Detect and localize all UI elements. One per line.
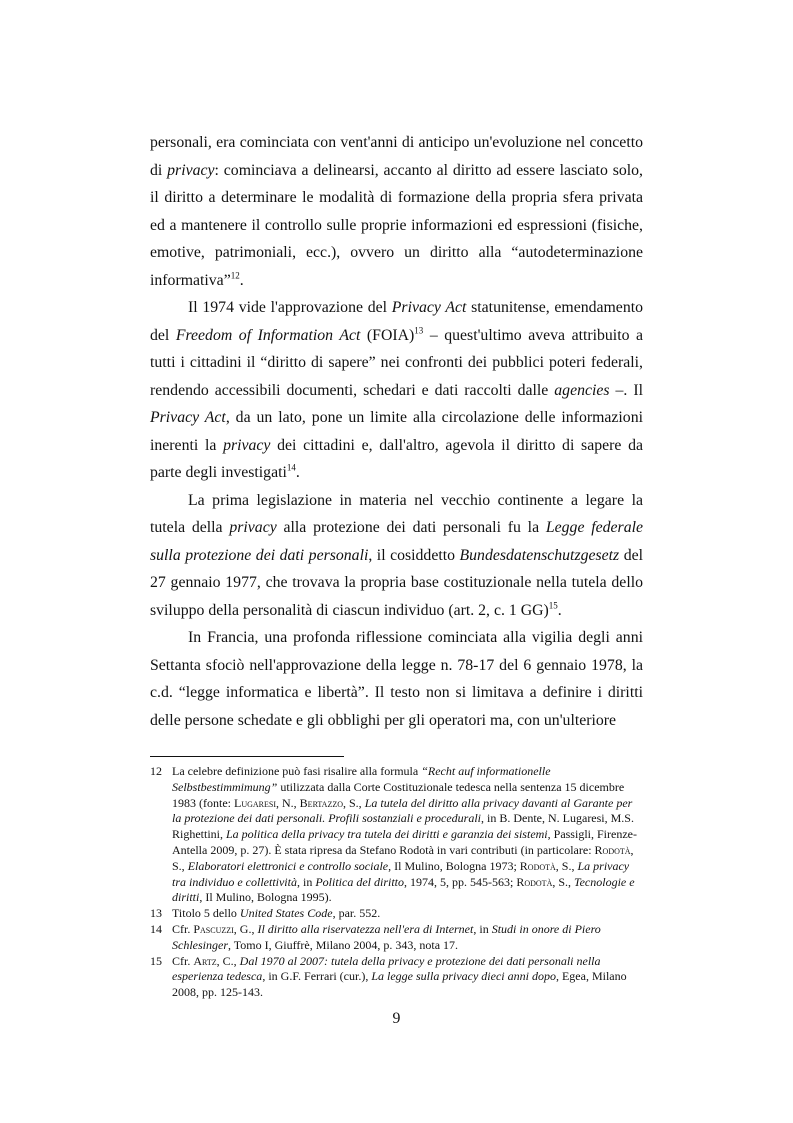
text-run-italic: Dal 1970 al 2007: tutela della privacy e protezione dei dati personali nella esperienza tedesca bbox=[172, 953, 601, 984]
text-run: , S., bbox=[555, 858, 578, 873]
paragraph-3 bbox=[150, 487, 643, 625]
text-run: Il 1974 vide l'approvazione del bbox=[188, 299, 392, 316]
text-run: , in bbox=[473, 921, 492, 936]
text-run: In Francia, una profonda riflessione cominciata alla vigilia degli anni Settanta sfociò nell'approvazione della legge n. 78-17 del 6 gennaio 1978, la c.d. “legge informatica e libertà”. Il testo non si limitava a definire i diritti delle persone schedate e gli obblighi per gli operatori ma, con un'ulteriore bbox=[150, 629, 643, 729]
footnote-number: 12 bbox=[150, 764, 162, 778]
text-run: , in G.F. Ferrari (cur.), bbox=[262, 969, 372, 984]
text-run: , S., bbox=[343, 795, 365, 810]
text-run: . bbox=[557, 601, 562, 619]
footnote-13 bbox=[150, 906, 643, 922]
text-run-italic: agencies bbox=[554, 381, 610, 399]
text-run: , Il Mulino, Bologna 1973; bbox=[388, 858, 520, 873]
text-run: , da un lato, pone un limite alla circolazione delle informazioni inerenti la bbox=[150, 409, 643, 454]
author-name: Lugaresi bbox=[234, 795, 276, 810]
text-run: utilizzata dalla Corte Costituzionale tedesca nella sentenza 15 dicembre 1983 (fonte: bbox=[172, 779, 625, 810]
text-run-italic: Politica del diritto bbox=[315, 874, 404, 889]
text-run: . bbox=[239, 271, 244, 289]
text-run: , in bbox=[296, 874, 316, 889]
text-run-italic: United States Code bbox=[239, 906, 333, 921]
footnote-14 bbox=[150, 922, 643, 954]
text-run-italic: privacy bbox=[167, 161, 215, 179]
text-run: , S., bbox=[172, 842, 634, 873]
page-number: 9 bbox=[392, 1010, 401, 1027]
footnote-number: 14 bbox=[150, 921, 162, 936]
text-run-italic: Elaboratori elettronici e controllo sociale bbox=[187, 858, 389, 873]
text-run: – quest'ultimo aveva attribuito a tutti i cittadini il “diritto di sapere” nei confronti dei pubblici poteri federali, rendendo accessibili documenti, schedari e dati raccolti dalle bbox=[150, 326, 644, 399]
text-run: Cfr. bbox=[172, 921, 194, 936]
footnote-separator bbox=[150, 756, 344, 757]
main-text bbox=[150, 129, 643, 734]
text-run-italic: Legge federale sulla protezione dei dati personali bbox=[150, 519, 643, 564]
text-run: dei cittadini e, dall'altro, agevola il diritto di sapere da parte degli investigati bbox=[150, 436, 643, 481]
text-run-italic: Freedom of Information Act bbox=[175, 326, 361, 344]
text-run: (FOIA) bbox=[360, 326, 415, 344]
text-run: , G., bbox=[233, 921, 258, 936]
text-run: La prima legislazione in materia nel vecchio continente a legare la tutela della bbox=[150, 491, 643, 536]
text-run: , Il Mulino, Bologna 1995). bbox=[199, 890, 332, 905]
text-run: Cfr. bbox=[172, 953, 194, 968]
text-run-italic: Privacy Act bbox=[391, 299, 467, 316]
footnote-number: 15 bbox=[150, 953, 162, 968]
author-name: Rodotà bbox=[519, 858, 556, 873]
text-run-italic: Il diritto alla riservatezza nell'era di Internet bbox=[257, 921, 474, 936]
text-run: , il cosiddetto bbox=[368, 546, 460, 564]
text-run-italic: La tutela del diritto alla privacy davanti al Garante per la protezione dei dati personali. Profili sostanziali e procedurali bbox=[172, 795, 633, 826]
text-run: Titolo 5 dello bbox=[172, 906, 240, 921]
author-name: Artz bbox=[193, 953, 217, 968]
paragraph-1 bbox=[150, 129, 643, 294]
text-run: personali, era cominciata con vent'anni di anticipo un'evoluzione nel concetto di bbox=[150, 134, 643, 179]
text-run-italic: Bundesdatenschutzgesetz bbox=[459, 546, 620, 564]
text-run-italic: La legge sulla privacy dieci anni dopo bbox=[371, 969, 556, 984]
text-run-italic: Privacy Act bbox=[150, 409, 226, 426]
paragraph-4 bbox=[150, 624, 643, 734]
text-run: , par. 552. bbox=[332, 906, 381, 921]
text-run: , 1974, 5, pp. 545-563; bbox=[404, 874, 517, 889]
footnote-number: 13 bbox=[150, 906, 162, 921]
footnote-15 bbox=[150, 954, 643, 1001]
text-run: –. Il bbox=[609, 381, 643, 399]
footnote-ref-13[interactable]: 13 bbox=[414, 325, 424, 336]
footnote-12 bbox=[150, 764, 643, 906]
text-run: , Egea, Milano 2008, pp. 125-143. bbox=[172, 969, 627, 1000]
text-run: , S., bbox=[552, 874, 575, 889]
text-run-italic: Studi in onore di Piero Schlesinger bbox=[172, 921, 601, 952]
text-run-italic: privacy bbox=[223, 436, 271, 454]
footnote-ref-14[interactable]: 14 bbox=[286, 462, 296, 473]
text-run: statunitense, emendamento del bbox=[150, 299, 643, 344]
text-run-italic: La privacy tra individuo e collettività bbox=[172, 858, 630, 889]
text-run: . bbox=[295, 464, 300, 481]
author-name: Rodotà bbox=[516, 874, 553, 889]
text-run: del 27 gennaio 1977, che trovava la propria base costituzionale nella tutela dello sviluppo della personalità di ciascun individuo (art. 2, c. 1 GG) bbox=[150, 546, 643, 619]
text-run: : cominciava a delinearsi, accanto al diritto ad essere lasciato solo, il diritto a determinare le modalità di formazione della propria sfera privata ed a mantenere il controllo sulle proprie informazioni ed espressioni (fisiche, emotive, patrimoniali, ecc.), ovvero un diritto alla “autodeterminazione informativa” bbox=[150, 161, 643, 289]
text-run-italic: privacy bbox=[229, 519, 277, 536]
footnote-ref-12[interactable]: 12 bbox=[230, 270, 240, 281]
text-run: , Tomo I, Giuffrè, Milano 2004, p. 343, nota 17. bbox=[228, 937, 459, 952]
author-name: Pascuzzi bbox=[193, 921, 234, 936]
text-run: , N., bbox=[276, 795, 300, 810]
paragraph-2 bbox=[150, 294, 643, 487]
text-run: La celebre definizione può fasi risalire alla formula bbox=[172, 764, 422, 778]
text-run-italic: Tecnologie e diritti bbox=[172, 874, 635, 905]
text-run-italic: “Recht auf informationelle Selbstbestimmimung” bbox=[172, 764, 551, 794]
text-run: alla protezione dei dati personali fu la bbox=[276, 519, 546, 536]
footnotes bbox=[150, 764, 643, 1001]
text-run: , in B. Dente, N. Lugaresi, M.S. Righettini, bbox=[172, 811, 634, 842]
author-name: Bertazzo bbox=[299, 795, 343, 810]
text-run: , C., bbox=[216, 953, 240, 968]
text-run: , Passigli, Firenze-Antella 2009, p. 27). È stata ripresa da Stefano Rodotà in vari contributi (in particolare: bbox=[172, 827, 637, 857]
footnote-ref-15[interactable]: 15 bbox=[548, 600, 558, 611]
text-run-italic: La politica della privacy tra tutela dei diritti e garanzia dei sistemi bbox=[226, 827, 548, 842]
author-name: Rodotà bbox=[594, 842, 631, 857]
